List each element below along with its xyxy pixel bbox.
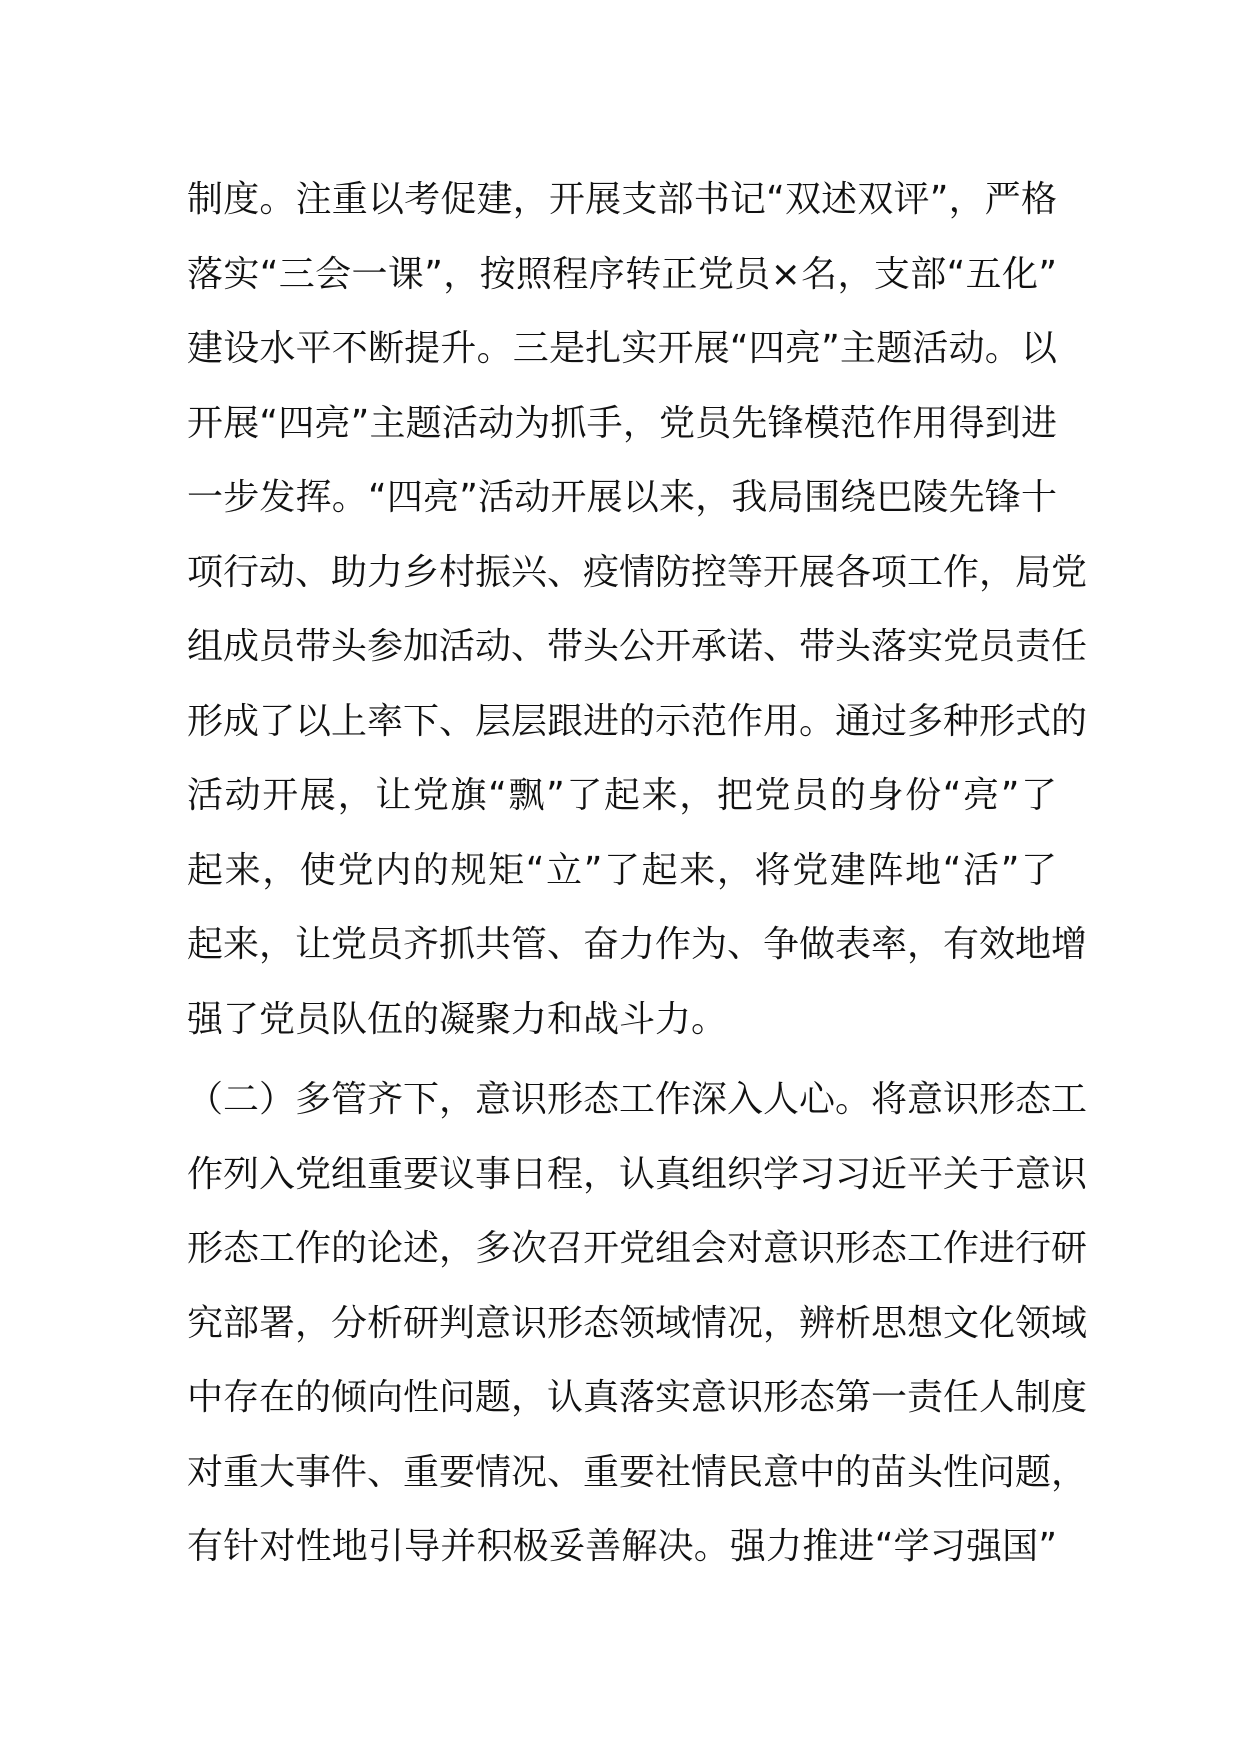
text-line: 一步发挥。“四亮”活动开展以来，我局围绕巴陵先锋十 [187, 477, 1057, 518]
text-line: 组成员带头参加活动、带头公开承诺、带头落实党员责任 [187, 626, 1088, 667]
paragraph-ideology-work [187, 1063, 1088, 1585]
text-line: 建设水平不断提升。三是扎实开展“四亮”主题活动。以 [187, 328, 1057, 369]
text-line: 落实“三会一课”，按照程序转正党员×名，支部“五化” [187, 253, 1057, 295]
text-line: 制度。注重以考促建，开展支部书记“双述双评”，严格 [187, 179, 1057, 220]
text-line: 中存在的倾向性问题，认真落实意识形态第一责任人制度 [187, 1377, 1088, 1418]
text-line: 作列入党组重要议事日程，认真组织学习习近平关于意识 [187, 1153, 1088, 1195]
document-body [187, 163, 1088, 1585]
text-line: 起来，让党员齐抓共管、奋力作为、争做表率，有效地增 [187, 924, 1088, 965]
text-line: （二）多管齐下，意识形态工作深入人心。将意识形态工 [187, 1079, 1088, 1120]
text-line: 强了党员队伍的凝聚力和战斗力。 [187, 998, 728, 1040]
text-line: 究部署，分析研判意识形态领域情况，辨析思想文化领域 [187, 1302, 1088, 1344]
text-line: 对重大事件、重要情况、重要社情民意中的苗头性问题， [187, 1451, 1088, 1493]
text-line: 形成了以上率下、层层跟进的示范作用。通过多种形式的 [187, 700, 1088, 742]
text-line: 起来，使党内的规矩“立”了起来，将党建阵地“活”了 [187, 849, 1057, 891]
text-line: 开展“四亮”主题活动为抓手，党员先锋模范作用得到进 [187, 402, 1057, 444]
text-line: 形态工作的论述，多次召开党组会对意识形态工作进行研 [187, 1228, 1088, 1269]
paragraph-party-building [187, 163, 1088, 1057]
text-line: 活动开展，让党旗“飘”了起来，把党员的身份“亮”了 [187, 775, 1057, 816]
text-line: 项行动、助力乡村振兴、疫情防控等开展各项工作，局党 [187, 551, 1088, 593]
text-line: 有针对性地引导并积极妥善解决。强力推进“学习强国” [187, 1526, 1057, 1567]
